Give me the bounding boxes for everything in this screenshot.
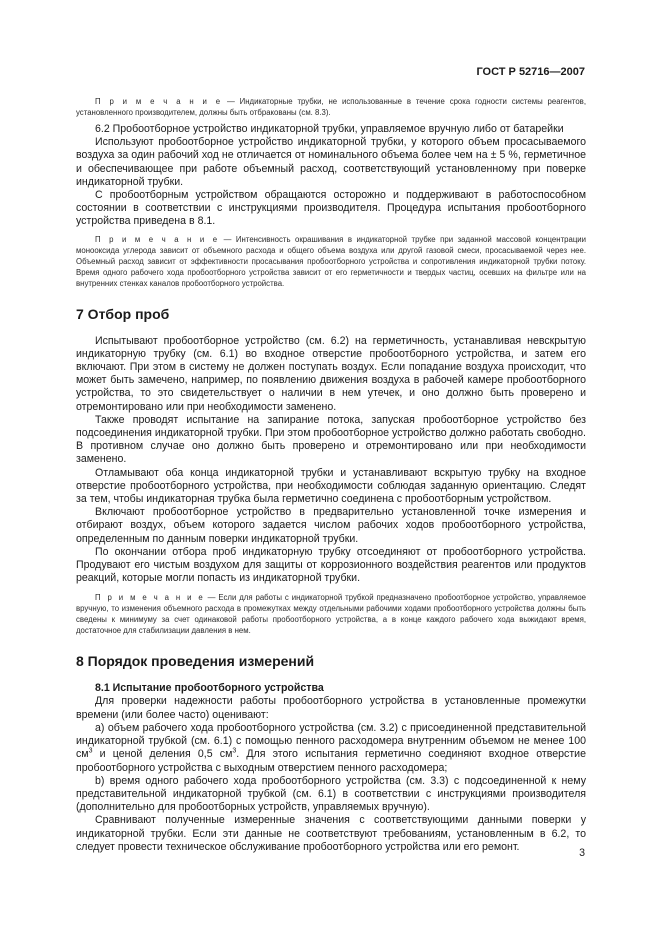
subsection-heading-8-1: 8.1 Испытание пробоотборного устройства: [95, 682, 324, 695]
note-paragraph: [76, 96, 586, 118]
note-label: П р и м е ч а н и е: [95, 234, 220, 244]
note-text: — Если для работы с индикаторной трубкой предназначено пробоотборное устройство, управляемое вручную, то изменения объемного расхода в промежутках между отдельными рабочими ходами пробоотборного устройства должны быть сведены к минимуму за счет одинаковой работы пробоотборного устройства, а в конце каждого рабочего хода выжидают время, достаточное для стабилизации давления в нем.: [76, 593, 586, 636]
note-text: — Интенсивность окрашивания в индикаторной трубке при заданной массовой концентрации монооксида углерода зависит от объемного расхода и общего объема воздуха или другой газовой смеси, просасываемой через нее. Объемный расход зависит от эффективности просасывания пробоотборного устройства и сопротивления индикаторной трубки потоку. Время одного рабочего хода пробоотборного устройства зависит от его герметичности и твердых частиц, осевших на фильтре или на внутренних стенках каналов пробоотборного устройства.: [76, 234, 586, 288]
paragraph: Испытывают пробоотборное устройство (см. 6.2) на герметичность, устанавливая невскрытую индикаторную трубку (см. 6.1) во входное отверстие пробоотборного устройства, и затем его включают. При этом в систему не должен поступать воздух. Если попадание воздуха происходит, что может быть замечено, например, по появлению движения воздуха в рабочей камере пробоотборного устройства, то это свидетельствует о наличии в нем утечек, и оно должно быть проверено и отремонтировано или при необходимости заменено.: [76, 334, 586, 413]
paragraph: Отламывают оба конца индикаторной трубки и устанавливают вскрытую трубку на входное отверстие пробоотборного устройства, при необходимости соблюдая заданную ориентацию. Следят за тем, чтобы индикаторная трубка была герметично соединена с пробоотборным устройством.: [76, 466, 586, 506]
subsection-heading-6-2: 6.2 Пробоотборное устройство индикаторной трубки, управляемое вручную либо от батарейки: [95, 123, 564, 135]
paragraph: Включают пробоотборное устройство в предварительно установленной точке измерения и отбирают воздух, объем которого задается числом рабочих ходов пробоотборного устройства, определенным по данным поверки индикаторной трубки.: [76, 506, 586, 545]
list-item-b: b) время одного рабочего хода пробоотборного устройства (см. 3.3) с подсоединенной к нему представительной индикаторной трубкой (см. 6.1) в соответствии с инструкциями производителя (дополнительно для пробоотборных устройств, управляемых вручную).: [76, 774, 586, 814]
paragraph: С пробоотборным устройством обращаются осторожно и поддерживают в работоспособном состоянии в соответствии с инструкциями производителя. Процедура испытания пробоотборного устройства приведена в 8.1.: [76, 189, 586, 228]
note-label: П р и м е ч а н и е: [95, 593, 205, 603]
paragraph: По окончании отбора проб индикаторную трубку отсоединяют от пробоотборного устройства. Продувают его чистым воздухом для защиты от коррозионного воздействия реагентов или продуктов реакций, которые могли попасть из индикаторной трубки.: [76, 545, 586, 585]
paragraph: Для проверки надежности работы пробоотборного устройства в установленные промежутки времени (или более часто) оценивают:: [76, 695, 586, 721]
note-label: П р и м е ч а н и е: [95, 97, 223, 106]
page-number: 3: [579, 847, 585, 859]
section-heading-8: 8 Порядок проведения измерений: [76, 653, 315, 670]
paragraph: Также проводят испытание на запирание потока, запуская пробоотборное устройство без подсоединения индикаторной трубки. При этом пробоотборное устройство должно работать свободно. В противном случае оно должно быть проверено и отремонтировано или при необходимости заменено.: [76, 413, 586, 466]
note-paragraph: [76, 592, 586, 636]
note-paragraph: [76, 234, 586, 289]
note-text: — Индикаторные трубки, не использованные в течение срока годности системы реагентов, установленного производителем, должны быть отбракованы (см. 8.3).: [76, 97, 586, 117]
section-heading-7: 7 Отбор проб: [76, 305, 170, 322]
document-header: ГОСТ Р 52716—2007: [476, 66, 585, 78]
paragraph: Сравнивают полученные измеренные значения с соответствующими данными поверки у индикаторной трубки. Если эти данные не соответствуют требованиям, установленным в 6.2, то следует провести техническое обслуживание пробоотборного устройства или его ремонт.: [76, 814, 586, 853]
page-content: [76, 96, 586, 854]
list-item-a: а) объем рабочего хода пробоотборного устройства (см. 3.2) с присоединенной представительной индикаторной трубкой (см. 6.1) с помощью пенного расходомера внутренним объемом не менее 100 $см^3$ и ценой деления 0,5 $см^3$. Для этого испытания герметично соединяют входное отверстие пробоотборного устройства с выходным отверстием пенного расходомера;: [76, 721, 586, 774]
paragraph: Используют пробоотборное устройство индикаторной трубки, у которого объем просасываемого воздуха за один рабочий ход не отличается от номинального объема более чем на ± 5 %, герметичное и обеспечивающее при работе объемный расход, соответствующий установленному при поверке индикаторной трубки.: [76, 136, 586, 188]
